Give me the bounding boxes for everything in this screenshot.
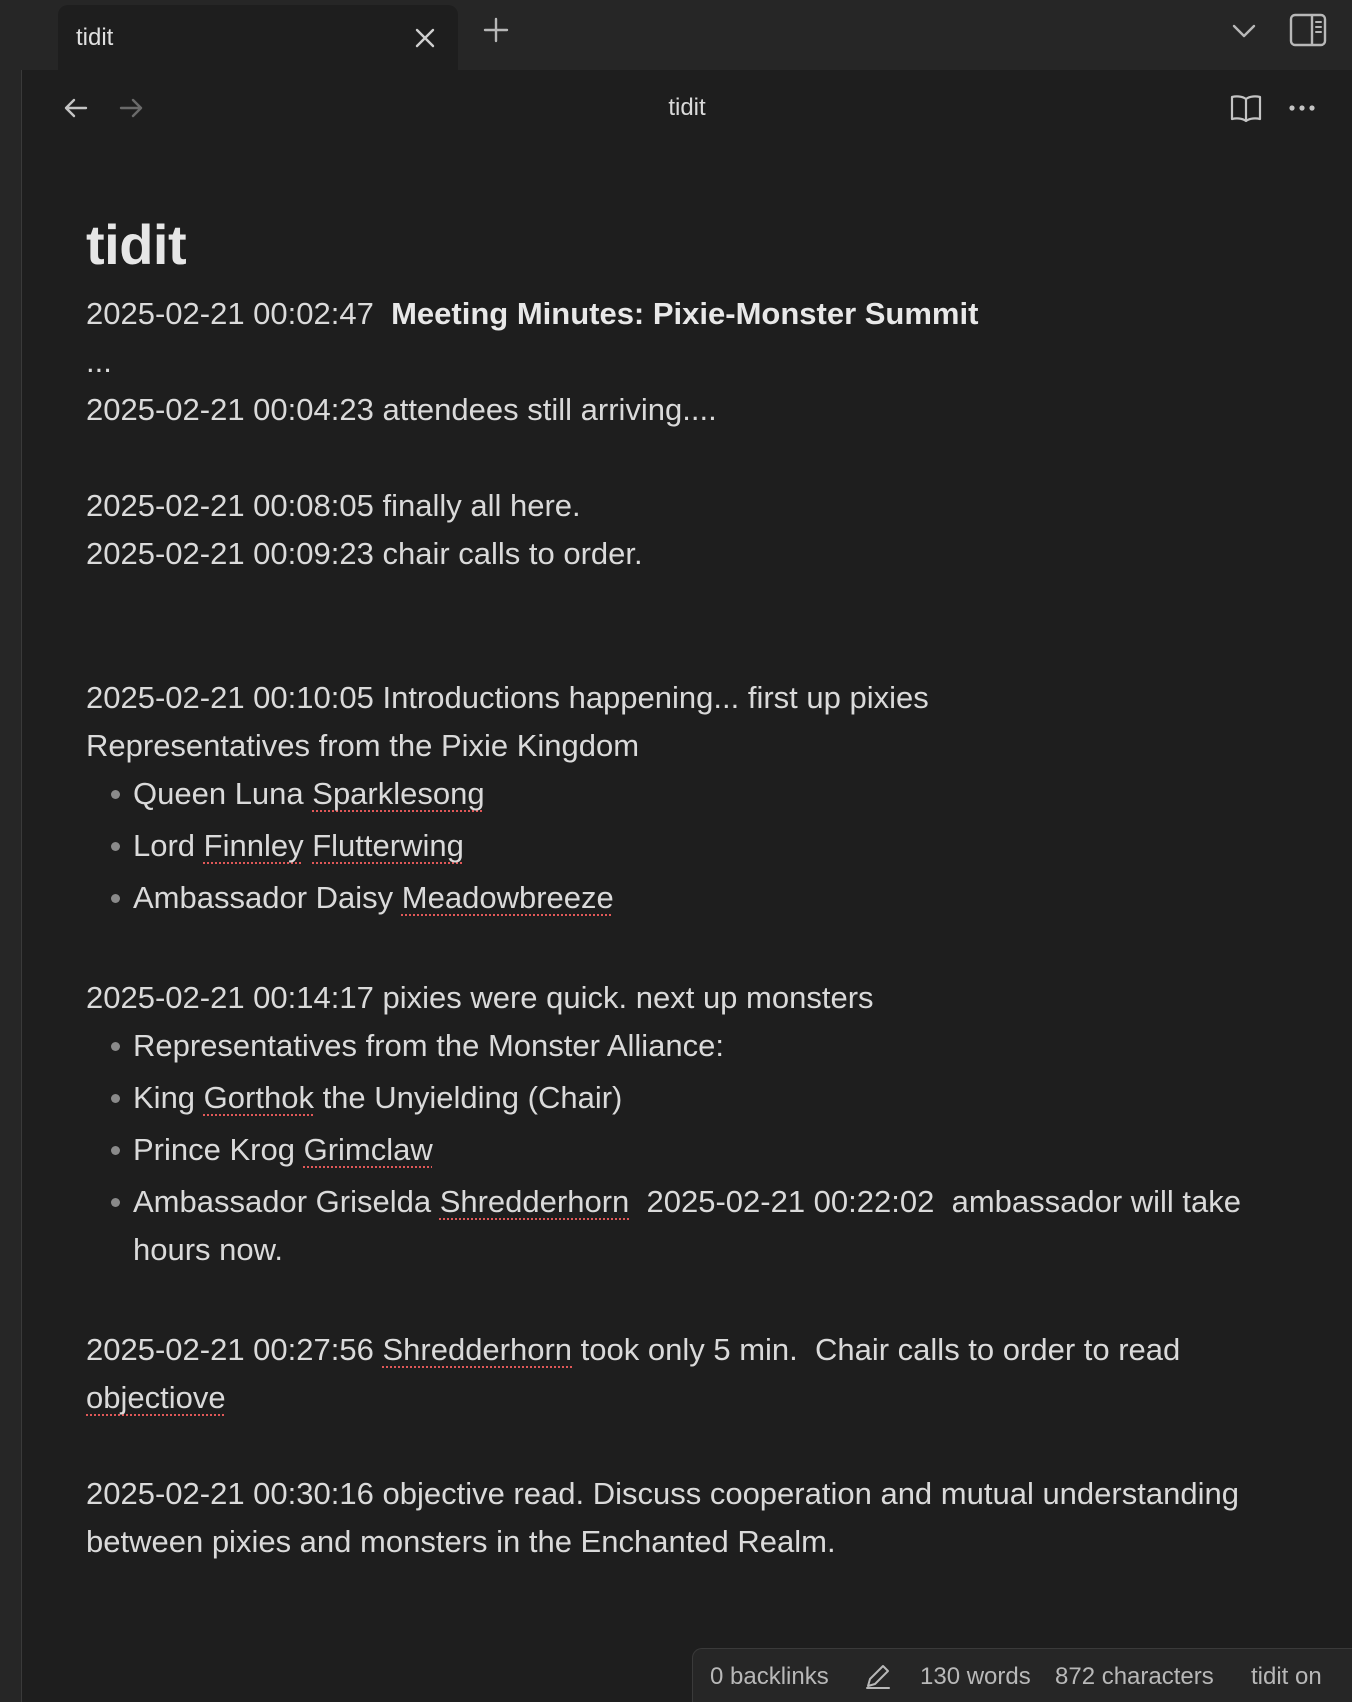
line-text: took only 5 min. Chair calls to order to read	[572, 1332, 1189, 1367]
bullet-icon	[111, 842, 120, 851]
blank-line	[86, 1278, 1286, 1326]
tab-tidit[interactable]	[58, 5, 458, 70]
misspelled-word[interactable]: Finnley	[203, 828, 304, 863]
misspelled-word[interactable]: Gorthok	[203, 1080, 314, 1115]
note-title[interactable]: tidit	[86, 213, 187, 276]
list-item[interactable]	[86, 1022, 1286, 1070]
pencil-icon[interactable]	[863, 1661, 893, 1691]
note-line[interactable]	[86, 290, 1286, 338]
misspelled-word[interactable]: Grimclaw	[303, 1132, 433, 1167]
list-item-text: Representatives from the Monster Alliance:	[133, 1028, 724, 1063]
bullet-icon	[111, 894, 120, 903]
misspelled-word[interactable]: Shredderhorn	[439, 1184, 630, 1219]
list-item-text: Lord	[133, 828, 204, 863]
pixie-list	[86, 770, 1286, 922]
note-line[interactable]: 2025-02-21 00:04:23 attendees still arriving....	[86, 392, 717, 427]
list-item[interactable]	[86, 1178, 1286, 1274]
backlinks-count[interactable]: 0 backlinks	[710, 1663, 829, 1690]
misspelled-word[interactable]: Sparklesong	[312, 776, 485, 811]
heading-bold: Meeting Minutes: Pixie-Monster Summit	[391, 296, 979, 331]
sidebar-toggle-icon[interactable]	[1288, 12, 1328, 48]
list-item-text: Ambassador Daisy	[133, 880, 402, 915]
list-item[interactable]	[86, 770, 1286, 818]
list-item-text: Queen Luna	[133, 776, 313, 811]
chevron-down-icon[interactable]	[1228, 16, 1260, 46]
misspelled-word[interactable]: Meadowbreeze	[401, 880, 614, 915]
left-ribbon	[0, 70, 22, 1702]
list-item[interactable]	[86, 1126, 1286, 1174]
note-content[interactable]	[86, 200, 1286, 1566]
view-header	[22, 70, 1352, 144]
list-item-text: King	[133, 1080, 204, 1115]
bullet-icon	[111, 1094, 120, 1103]
note-line[interactable]: 2025-02-21 00:09:23 chair calls to order.	[86, 536, 643, 571]
note-line[interactable]: 2025-02-21 00:08:05 finally all here.	[86, 488, 581, 523]
blank-line	[86, 578, 1286, 674]
list-item-text: Ambassador Griselda	[133, 1184, 440, 1219]
misspelled-word[interactable]: objectiove	[86, 1380, 226, 1415]
note-line[interactable]	[86, 1326, 1286, 1422]
list-item[interactable]	[86, 822, 1286, 870]
list-item-text: 2025-02-21 00:22:02 ambassador will take hours now.	[133, 1184, 1250, 1267]
word-count: 130 words	[920, 1663, 1031, 1690]
note-line[interactable]: 2025-02-21 00:30:16 objective read. Discuss cooperation and mutual understanding between pixies and monsters in the Enchanted Realm.	[86, 1476, 1248, 1559]
book-open-icon[interactable]	[1228, 90, 1264, 126]
bullet-icon	[111, 1146, 120, 1155]
note-line[interactable]: 2025-02-21 00:14:17 pixies were quick. next up monsters	[86, 980, 874, 1015]
list-item[interactable]	[86, 1074, 1286, 1122]
view-title[interactable]: tidit	[668, 94, 706, 121]
list-item-text: Prince Krog	[133, 1132, 304, 1167]
misspelled-word[interactable]: Shredderhorn	[382, 1332, 573, 1367]
bullet-icon	[111, 790, 120, 799]
tab-bar	[0, 0, 1352, 70]
blank-line	[86, 926, 1286, 974]
more-horizontal-icon[interactable]	[1284, 90, 1320, 126]
misspelled-word[interactable]: Flutterwing	[312, 828, 464, 863]
blank-line	[86, 1422, 1286, 1470]
plugin-status[interactable]: tidit on	[1251, 1663, 1322, 1690]
list-item-text: the Unyielding (Chair)	[313, 1080, 623, 1115]
line-text: 2025-02-21 00:27:56	[86, 1332, 383, 1367]
status-bar	[692, 1648, 1352, 1702]
list-item[interactable]	[86, 874, 1286, 922]
note-line[interactable]: Representatives from the Pixie Kingdom	[86, 728, 640, 763]
list-item-text	[304, 828, 313, 863]
close-icon[interactable]	[410, 23, 440, 53]
note-line[interactable]: 2025-02-21 00:10:05 Introductions happening... first up pixies	[86, 680, 929, 715]
timestamp: 2025-02-21 00:02:47	[86, 296, 374, 331]
character-count: 872 characters	[1055, 1663, 1214, 1690]
bullet-icon	[111, 1198, 120, 1207]
tab-label: tidit	[76, 24, 114, 51]
monster-list	[86, 1022, 1286, 1274]
note-line[interactable]: ...	[86, 344, 112, 379]
plus-icon[interactable]	[480, 14, 512, 46]
blank-line	[86, 434, 1286, 482]
bullet-icon	[111, 1042, 120, 1051]
